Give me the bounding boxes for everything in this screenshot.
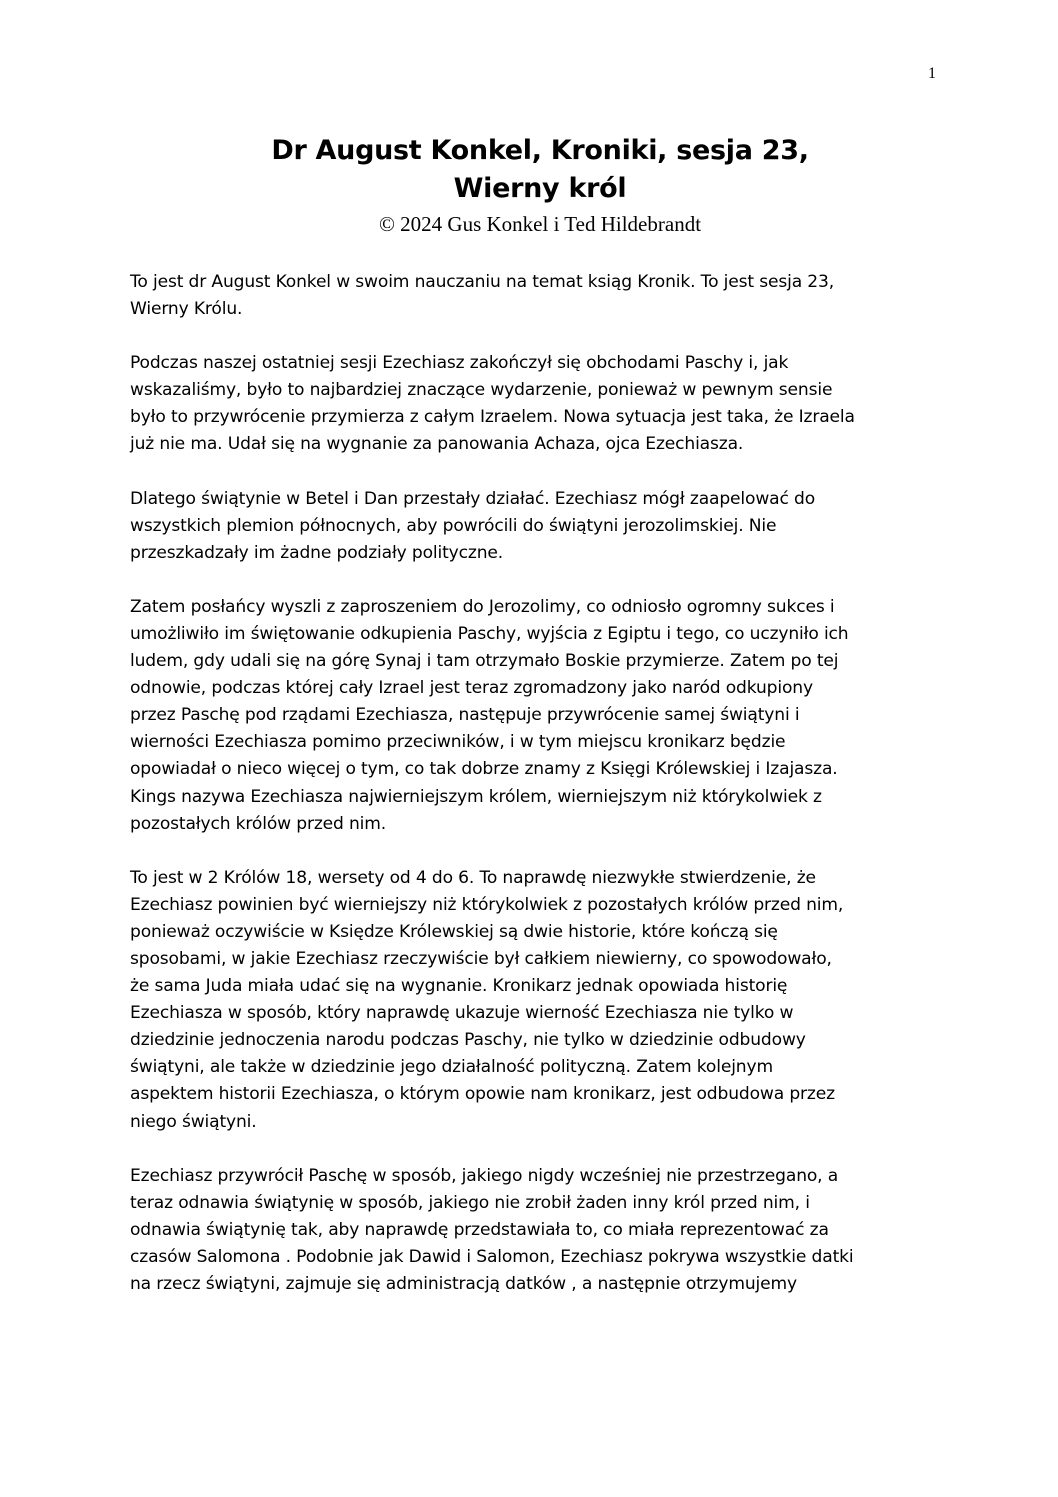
page-number: 1 <box>928 65 936 82</box>
paragraph: Dlatego świątynie w Betel i Dan przestały działać. Ezechiasz mógł zaapelować do wszystkich plemion północnych, aby powrócili do świątyni jerozolimskiej. Nie przeszkadzały im żadne podziały polityczne. <box>130 488 816 563</box>
document-title-line-2: Wierny król <box>453 173 627 204</box>
document-header <box>100 132 980 238</box>
document-title-line-1: Dr August Konkel, Kroniki, sesja 23, <box>271 135 809 166</box>
paragraph: Zatem posłańcy wyszli z zaproszeniem do Jerozolimy, co odniosło ogromny sukces i umożliwiło im świętowanie odkupienia Paschy, wyjścia z Egiptu i tego, co uczyniło ich ludem, gdy udali się na górę Synaj i tam otrzymało Boskie przymierze. Zatem po tej odnowie, podczas której cały Izrael jest teraz zgromadzony jako naród odkupiony przez Paschę pod rządami Ezechiasza, następuje przywrócenie samej świątyni i wierności Ezechiasza pomimo przeciwników, i w tym miejscu kronikarz będzie opowiadał o nieco więcej o tym, co tak dobrze znamy z Księgi Królewskiej i Izajasza. Kings nazywa Ezechiasza najwierniejszym królem, wierniejszym niż którykolwiek z pozostałych królów przed nim. <box>130 596 849 834</box>
paragraph: To jest w 2 Królów 18, wersety od 4 do 6. To naprawdę niezwykłe stwierdzenie, że Ezechiasz powinien być wierniejszy niż którykolwiek z pozostałych królów przed nim, ponieważ oczywiście w Księdze Królewskiej są dwie historie, które kończą się sposobami, w jakie Ezechiasz rzeczywiście był całkiem niewierny, co spowodowało, że sama Juda miała udać się na wygnanie. Kronikarz jednak opowiada historię Ezechiasza w sposób, który naprawdę ukazuje wierność Ezechiasza nie tylko w dziedzinie jednoczenia narodu podczas Paschy, nie tylko w dziedzinie odbudowy świątyni, ale także w dziedzinie jego działalność polityczną. Zatem kolejnym aspektem historii Ezechiasza, o którym opowie nam kronikarz, jest odbudowa przez niego świątyni. <box>130 867 844 1132</box>
copyright-notice: © 2024 Gus Konkel i Ted Hildebrandt <box>378 212 702 236</box>
paragraph: Ezechiasz przywrócił Paschę w sposób, jakiego nigdy wcześniej nie przestrzegano, a teraz odnawia świątynię w sposób, jakiego nie zrobił żaden inny król przed nim, i odnawia świątynię tak, aby naprawdę przedstawiała to, co miała reprezentować za czasów Salomona . Podobnie jak Dawid i Salomon, Ezechiasz pokrywa wszystkie datki na rzecz świątyni, zajmuje się administracją datków , a następnie otrzymujemy <box>130 1165 854 1294</box>
document-body <box>130 269 930 1325</box>
paragraph: To jest dr August Konkel w swoim nauczaniu na temat ksiąg Kronik. To jest sesja 23, Wierny Królu. <box>130 272 835 320</box>
paragraph: Podczas naszej ostatniej sesji Ezechiasz zakończył się obchodami Paschy i, jak wskazaliśmy, było to najbardziej znaczące wydarzenie, ponieważ w pewnym sensie było to przywrócenie przymierza z całym Izraelem. Nowa sytuacja jest taka, że Izraela już nie ma. Udał się na wygnanie za panowania Achaza, ojca Ezechiasza. <box>130 353 855 455</box>
